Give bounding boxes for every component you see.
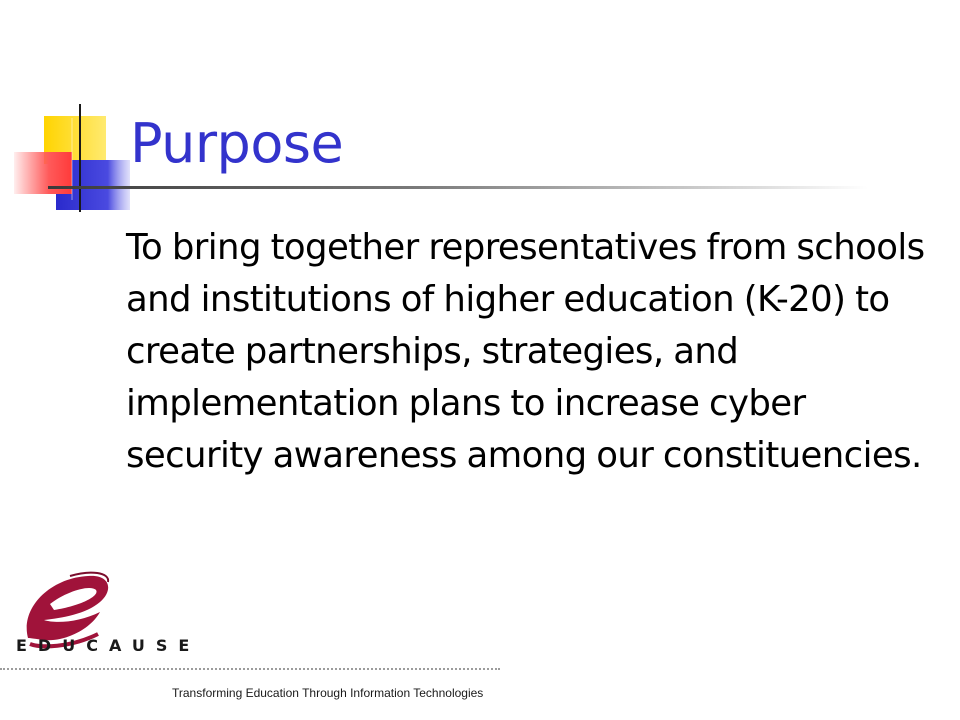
- logo-tagline: Transforming Education Through Information Technologies: [172, 686, 484, 700]
- logo-dotted-rule: [0, 668, 500, 670]
- title-divider: [48, 186, 868, 189]
- slide-body-text: To bring together representatives from schools and institutions of higher education (K-20) to create partnerships, strategies, and implementation plans to increase cyber security awareness among our constituencies.: [126, 227, 925, 476]
- educause-wordmark: EDUCAUSE: [16, 636, 201, 655]
- slide-title: Purpose: [130, 112, 344, 175]
